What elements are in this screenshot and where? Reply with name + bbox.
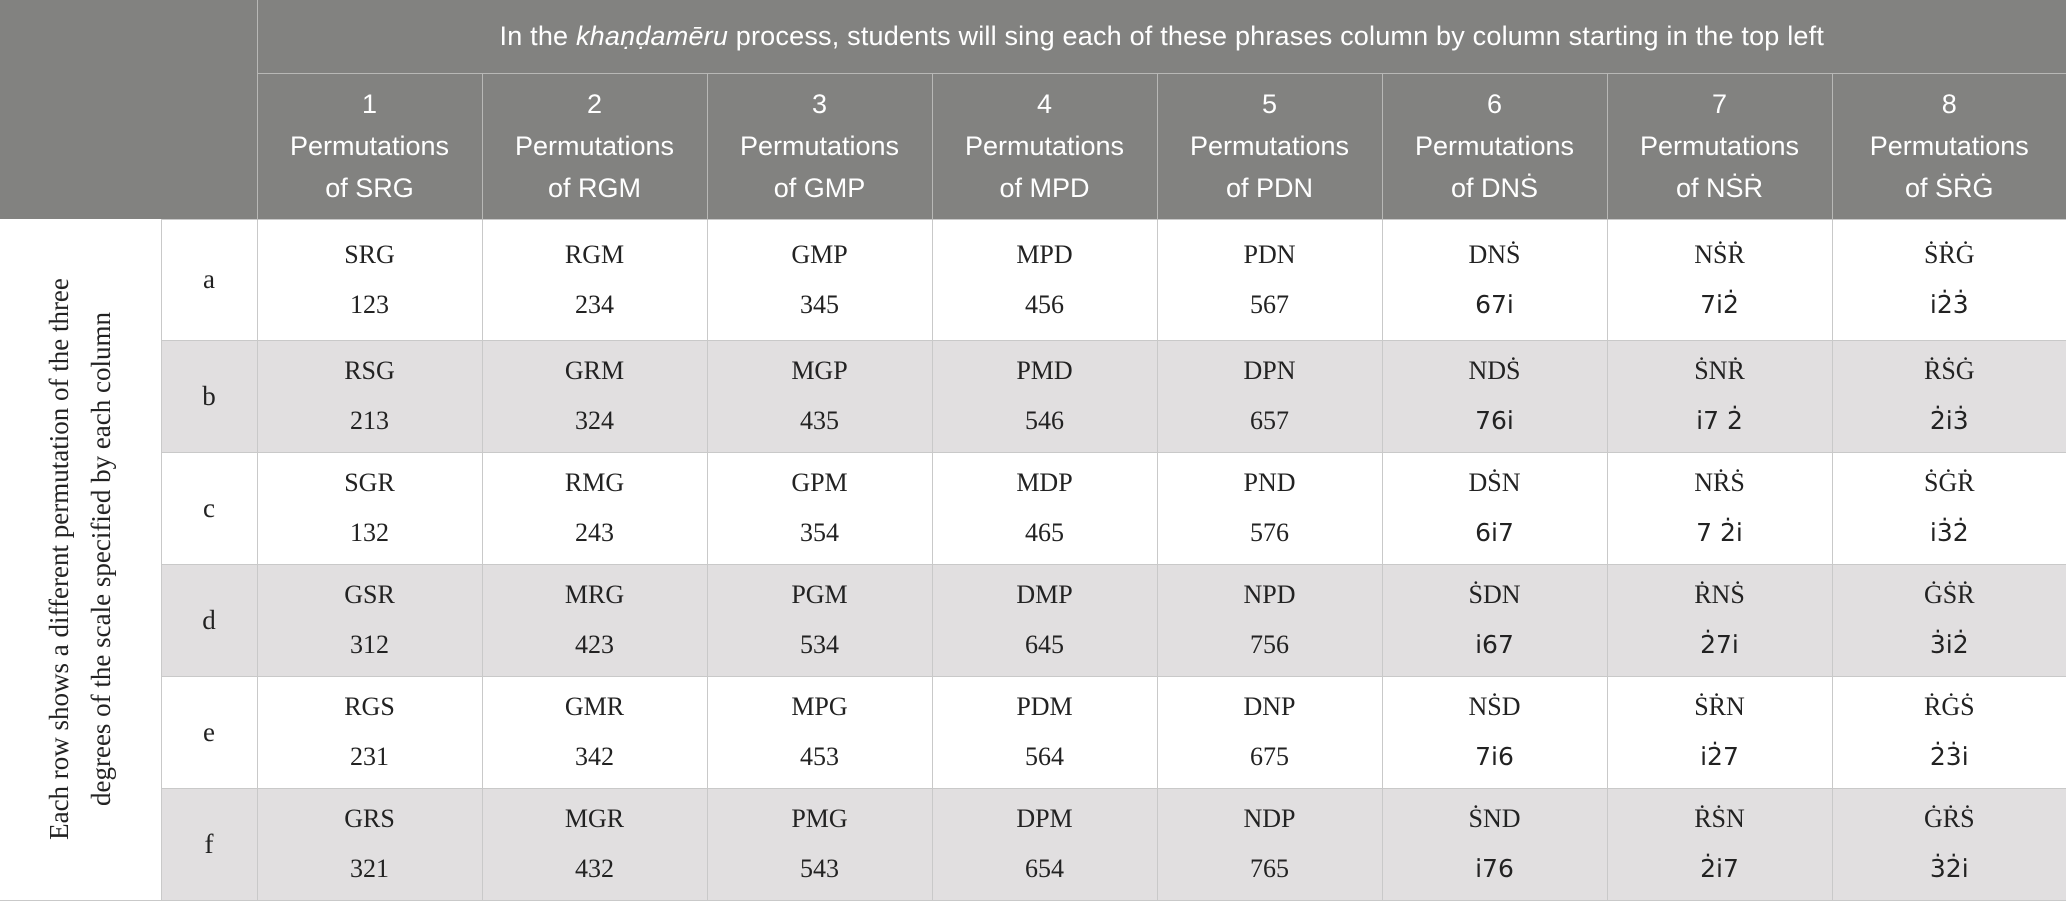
- phrase-numbers: 765: [1158, 852, 1382, 886]
- row-description: Each row shows a different permutation of the three degrees of the scale specified by each column: [38, 239, 122, 879]
- phrase-numbers: i̇3̇2̇: [1833, 516, 2066, 550]
- table-cell: [482, 452, 707, 564]
- phrase-numbers: i̇67: [1383, 628, 1607, 662]
- table-cell: [707, 340, 932, 452]
- table-cell: [1832, 676, 2066, 788]
- phrase-numbers: 7 2̇i̇: [1608, 516, 1832, 550]
- row-letter: d: [161, 564, 257, 676]
- header-corner: [0, 0, 257, 219]
- table-cell: [257, 452, 482, 564]
- table-cell: [1832, 219, 2066, 340]
- phrase-syllables: NDP: [1158, 802, 1382, 836]
- phrase-syllables: ṠĠṘ: [1833, 466, 2066, 500]
- phrase-numbers: 354: [708, 516, 932, 550]
- table-cell: [1382, 564, 1607, 676]
- table-cell: [257, 219, 482, 340]
- table-cell: [932, 676, 1157, 788]
- phrase-numbers: 3̇i̇2̇: [1833, 628, 2066, 662]
- phrase-syllables: GMP: [708, 238, 932, 272]
- table-cell: [257, 340, 482, 452]
- phrase-syllables: DNṠ: [1383, 238, 1607, 272]
- table-cell: [482, 788, 707, 900]
- phrase-syllables: PDM: [933, 690, 1157, 724]
- column-header-3: 3 Permutations of GMP: [707, 73, 932, 219]
- table-cell: [1157, 452, 1382, 564]
- phrase-syllables: NDṠ: [1383, 354, 1607, 388]
- row-letter: a: [161, 219, 257, 340]
- phrase-numbers: 2̇i̇3̇: [1833, 404, 2066, 438]
- table-cell: [1607, 788, 1832, 900]
- phrase-numbers: 435: [708, 404, 932, 438]
- table-cell: [1382, 340, 1607, 452]
- phrase-syllables: GMR: [483, 690, 707, 724]
- table-cell: [257, 676, 482, 788]
- phrase-syllables: ṘṠĠ: [1833, 354, 2066, 388]
- table-cell: [932, 340, 1157, 452]
- phrase-numbers: 321: [258, 852, 482, 886]
- table-row: [0, 219, 2066, 340]
- row-letter: e: [161, 676, 257, 788]
- phrase-numbers: 756: [1158, 628, 1382, 662]
- table-cell: [482, 564, 707, 676]
- table-cell: [932, 219, 1157, 340]
- table-cell: [1382, 219, 1607, 340]
- phrase-numbers: 76i̇: [1383, 404, 1607, 438]
- table-body: [0, 219, 2066, 900]
- phrase-syllables: ṘṠN: [1608, 802, 1832, 836]
- phrase-numbers: 324: [483, 404, 707, 438]
- table-cell: [1157, 340, 1382, 452]
- phrase-numbers: 213: [258, 404, 482, 438]
- phrase-syllables: RSG: [258, 354, 482, 388]
- phrase-numbers: 243: [483, 516, 707, 550]
- row-letter: c: [161, 452, 257, 564]
- phrase-numbers: 234: [483, 288, 707, 322]
- phrase-numbers: i̇76: [1383, 852, 1607, 886]
- phrase-numbers: 3̇2̇i̇: [1833, 852, 2066, 886]
- table-cell: [932, 788, 1157, 900]
- phrase-syllables: DPN: [1158, 354, 1382, 388]
- phrase-numbers: 543: [708, 852, 932, 886]
- table-row: [0, 340, 2066, 452]
- phrase-numbers: i̇7 2̇: [1608, 404, 1832, 438]
- phrase-syllables: SGR: [258, 466, 482, 500]
- process-banner: In the khaṇḍamēru process, students will sing each of these phrases column by column starting in the top left: [257, 0, 2066, 73]
- phrase-syllables: GRM: [483, 354, 707, 388]
- phrase-syllables: MGR: [483, 802, 707, 836]
- column-header-7: 7 Permutations of NṠṘ: [1607, 73, 1832, 219]
- phrase-syllables: NṠṘ: [1608, 238, 1832, 272]
- table-cell: [1157, 219, 1382, 340]
- phrase-syllables: MGP: [708, 354, 932, 388]
- column-header-5: 5 Permutations of PDN: [1157, 73, 1382, 219]
- table-cell: [1607, 340, 1832, 452]
- phrase-syllables: PMG: [708, 802, 932, 836]
- phrase-syllables: NṠD: [1383, 690, 1607, 724]
- phrase-numbers: 456: [933, 288, 1157, 322]
- table-cell: [707, 219, 932, 340]
- phrase-syllables: NṘṠ: [1608, 466, 1832, 500]
- phrase-numbers: 7i̇6: [1383, 740, 1607, 774]
- phrase-numbers: 453: [708, 740, 932, 774]
- phrase-numbers: 564: [933, 740, 1157, 774]
- table-cell: [932, 564, 1157, 676]
- table-cell: [1157, 676, 1382, 788]
- table-cell: [257, 788, 482, 900]
- phrase-syllables: ṠNṘ: [1608, 354, 1832, 388]
- phrase-numbers: 576: [1158, 516, 1382, 550]
- row-letter: f: [161, 788, 257, 900]
- phrase-syllables: MPD: [933, 238, 1157, 272]
- phrase-syllables: ṘNṠ: [1608, 578, 1832, 612]
- row-description-cell: [0, 219, 161, 900]
- phrase-syllables: RGM: [483, 238, 707, 272]
- phrase-numbers: 657: [1158, 404, 1382, 438]
- phrase-numbers: 345: [708, 288, 932, 322]
- phrase-syllables: PDN: [1158, 238, 1382, 272]
- phrase-syllables: PGM: [708, 578, 932, 612]
- table-cell: [1157, 564, 1382, 676]
- phrase-numbers: 645: [933, 628, 1157, 662]
- table-row: [0, 788, 2066, 900]
- phrase-syllables: NPD: [1158, 578, 1382, 612]
- table-cell: [257, 564, 482, 676]
- phrase-numbers: 123: [258, 288, 482, 322]
- column-header-8: 8 Permutations of ṠṘĠ: [1832, 73, 2066, 219]
- column-header-4: 4 Permutations of MPD: [932, 73, 1157, 219]
- phrase-syllables: MDP: [933, 466, 1157, 500]
- table-cell: [707, 564, 932, 676]
- phrase-syllables: PMD: [933, 354, 1157, 388]
- phrase-numbers: 654: [933, 852, 1157, 886]
- phrase-numbers: i̇2̇7: [1608, 740, 1832, 774]
- phrase-syllables: SRG: [258, 238, 482, 272]
- phrase-syllables: DṠN: [1383, 466, 1607, 500]
- phrase-numbers: 312: [258, 628, 482, 662]
- phrase-numbers: i̇2̇3̇: [1833, 288, 2066, 322]
- table-cell: [707, 452, 932, 564]
- row-letter: b: [161, 340, 257, 452]
- column-header-1: 1 Permutations of SRG: [257, 73, 482, 219]
- table-cell: [707, 676, 932, 788]
- phrase-numbers: 465: [933, 516, 1157, 550]
- phrase-syllables: RGS: [258, 690, 482, 724]
- table-row: [0, 564, 2066, 676]
- table-cell: [1832, 788, 2066, 900]
- phrase-numbers: 132: [258, 516, 482, 550]
- phrase-numbers: 546: [933, 404, 1157, 438]
- phrase-syllables: DNP: [1158, 690, 1382, 724]
- phrase-numbers: 2̇7i̇: [1608, 628, 1832, 662]
- phrase-numbers: 432: [483, 852, 707, 886]
- phrase-syllables: PND: [1158, 466, 1382, 500]
- table-cell: [1607, 676, 1832, 788]
- table-cell: [1382, 788, 1607, 900]
- phrase-syllables: ĠṠṘ: [1833, 578, 2066, 612]
- phrase-numbers: 231: [258, 740, 482, 774]
- table-cell: [482, 340, 707, 452]
- phrase-syllables: ĠṘṠ: [1833, 802, 2066, 836]
- table-cell: [482, 219, 707, 340]
- phrase-syllables: GSR: [258, 578, 482, 612]
- phrase-numbers: 2̇i̇7: [1608, 852, 1832, 886]
- phrase-numbers: 7i̇2̇: [1608, 288, 1832, 322]
- phrase-numbers: 342: [483, 740, 707, 774]
- table-cell: [1607, 219, 1832, 340]
- phrase-syllables: GPM: [708, 466, 932, 500]
- table-cell: [1832, 340, 2066, 452]
- table-cell: [1157, 788, 1382, 900]
- khandameru-term: khaṇḍamēru: [576, 21, 728, 51]
- table-cell: [1607, 564, 1832, 676]
- table-cell: [1382, 452, 1607, 564]
- phrase-syllables: RMG: [483, 466, 707, 500]
- phrase-syllables: MPG: [708, 690, 932, 724]
- table-cell: [1832, 452, 2066, 564]
- phrase-numbers: 534: [708, 628, 932, 662]
- phrase-numbers: 567: [1158, 288, 1382, 322]
- table-cell: [707, 788, 932, 900]
- phrase-syllables: DMP: [933, 578, 1157, 612]
- column-header-row: [0, 73, 2066, 219]
- phrase-numbers: 67i̇: [1383, 288, 1607, 322]
- phrase-syllables: ṠND: [1383, 802, 1607, 836]
- column-header-6: 6 Permutations of DNṠ: [1382, 73, 1607, 219]
- table-cell: [1382, 676, 1607, 788]
- table-cell: [1607, 452, 1832, 564]
- table-cell: [932, 452, 1157, 564]
- table-row: [0, 676, 2066, 788]
- banner-row: [0, 0, 2066, 73]
- phrase-syllables: ṠDN: [1383, 578, 1607, 612]
- table-cell: [482, 676, 707, 788]
- table-cell: [1832, 564, 2066, 676]
- phrase-syllables: ṠṘĠ: [1833, 238, 2066, 272]
- phrase-syllables: ṘĠṠ: [1833, 690, 2066, 724]
- phrase-numbers: 675: [1158, 740, 1382, 774]
- phrase-numbers: 2̇3̇i̇: [1833, 740, 2066, 774]
- column-header-2: 2 Permutations of RGM: [482, 73, 707, 219]
- phrase-numbers: 423: [483, 628, 707, 662]
- phrase-syllables: GRS: [258, 802, 482, 836]
- table-row: [0, 452, 2066, 564]
- phrase-numbers: 6i̇7: [1383, 516, 1607, 550]
- phrase-syllables: DPM: [933, 802, 1157, 836]
- phrase-syllables: ṠṘN: [1608, 690, 1832, 724]
- phrase-syllables: MRG: [483, 578, 707, 612]
